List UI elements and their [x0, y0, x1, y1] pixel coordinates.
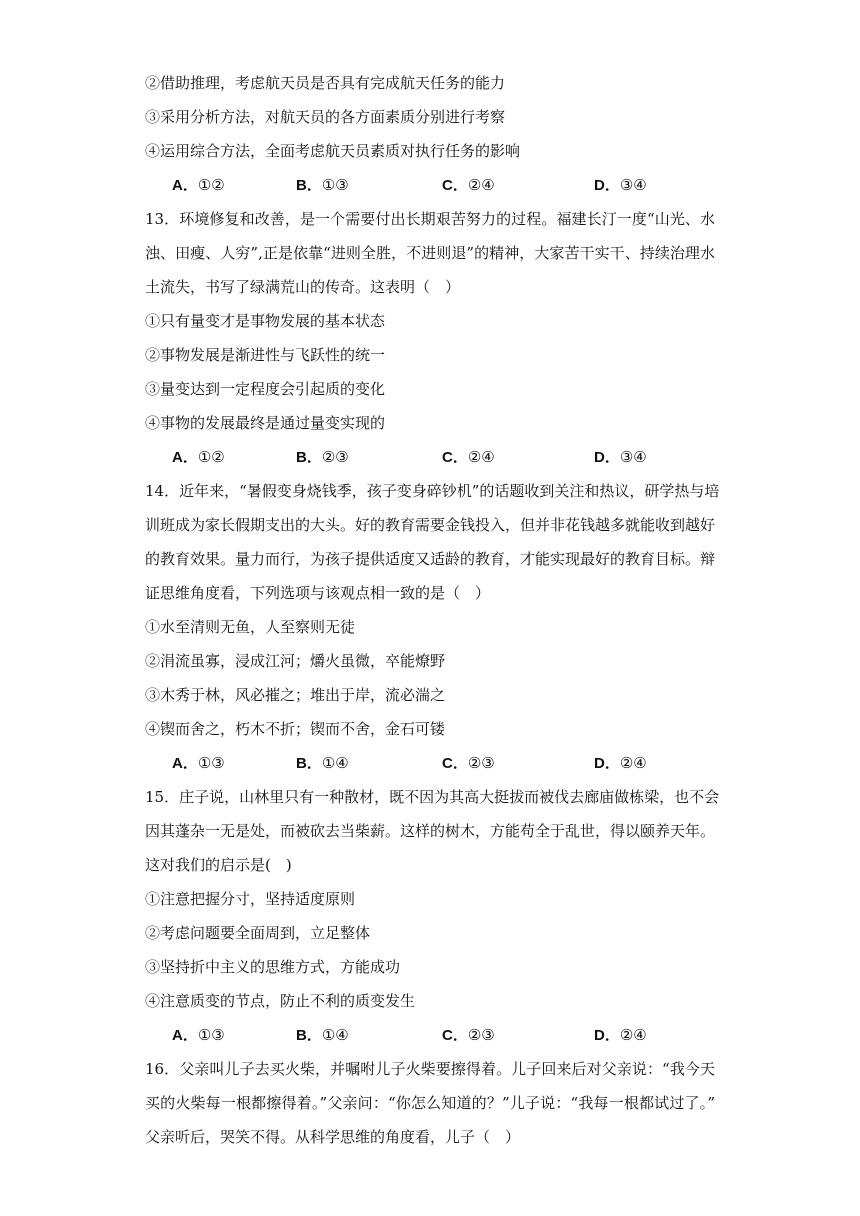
q13-option-b[interactable]: B．②③: [296, 448, 349, 466]
q15-statement-1: ①注意把握分寸，坚持适度原则: [145, 890, 356, 908]
q13-statement-3: ③量变达到一定程度会引起质的变化: [145, 380, 386, 398]
q14-statement-1: ①水至清则无鱼，人至察则无徒: [145, 618, 356, 636]
q14-option-a[interactable]: A．①③: [172, 754, 225, 772]
q12-statement-2: ②借助推理，考虑航天员是否具有完成航天任务的能力: [145, 74, 506, 92]
q14-option-c[interactable]: C．②③: [442, 754, 495, 772]
q13-statement-4: ④事物的发展最终是通过量变实现的: [145, 414, 386, 432]
q12-statement-4: ④运用综合方法，全面考虑航天员素质对执行任务的影响: [145, 142, 521, 160]
q15-stem-line: 因其蓬杂一无是处，而被砍去当柴薪。这样的树木，方能苟全于乱世，得以颐养天年。: [145, 822, 716, 840]
q13-statement-1: ①只有量变才是事物发展的基本状态: [145, 312, 386, 330]
q12-statement-3: ③采用分析方法，对航天员的各方面素质分别进行考察: [145, 108, 506, 126]
q14-stem-line: 的教育效果。量力而行，为孩子提供适度又适龄的教育，才能实现最好的教育目标。辩: [145, 550, 716, 568]
q13-option-c[interactable]: C．②④: [442, 448, 495, 466]
q14-stem-line: 14．近年来，“暑假变身烧钱季，孩子变身碎钞机”的话题收到关注和热议，研学热与培: [145, 482, 720, 500]
q16-stem-line: 16．父亲叫儿子去买火柴，并嘱咐儿子火柴要擦得着。儿子回来后对父亲说：“我今天: [145, 1060, 715, 1078]
q14-statement-2: ②涓流虽寡，浸成江河；爝火虽微，卒能燎野: [145, 652, 446, 670]
q12-option-a[interactable]: A．①②: [172, 176, 225, 194]
q12-option-d[interactable]: D．③④: [594, 176, 647, 194]
q15-statement-3: ③坚持折中主义的思维方式，方能成功: [145, 958, 401, 976]
q15-option-a[interactable]: A．①③: [172, 1026, 225, 1044]
q14-statement-4: ④锲而舍之，朽木不折；锲而不舍，金石可镂: [145, 720, 446, 738]
q15-stem-line: 15．庄子说，山林里只有一种散材，既不因为其高大挺拔而被伐去廊庙做栋梁，也不会: [145, 788, 720, 806]
q14-option-b[interactable]: B．①④: [296, 754, 349, 772]
q13-statement-2: ②事物发展是渐进性与飞跃性的统一: [145, 346, 386, 364]
q16-stem-line: 父亲听后，哭笑不得。从科学思维的角度看，儿子（ ）: [145, 1128, 521, 1146]
q15-option-b[interactable]: B．①④: [296, 1026, 349, 1044]
q13-stem-line: 浊、田瘦、人穷”,正是依靠“进则全胜，不进则退”的精神，大家苦干实干、持续治理水: [145, 244, 715, 262]
q14-stem-line: 训班成为家长假期支出的大头。好的教育需要金钱投入，但并非花钱越多就能收到越好: [145, 516, 716, 534]
q15-option-d[interactable]: D．②④: [594, 1026, 647, 1044]
q13-option-a[interactable]: A．①②: [172, 448, 225, 466]
q14-stem-line: 证思维角度看，下列选项与该观点相一致的是（ ）: [145, 584, 491, 602]
q14-option-d[interactable]: D．②④: [594, 754, 647, 772]
q12-option-c[interactable]: C．②④: [442, 176, 495, 194]
q15-option-c[interactable]: C．②③: [442, 1026, 495, 1044]
q13-stem-line: 13．环境修复和改善，是一个需要付出长期艰苦努力的过程。福建长汀一度“山光、水: [145, 210, 715, 228]
q15-statement-2: ②考虑问题要全面周到，立足整体: [145, 924, 371, 942]
q13-option-d[interactable]: D．③④: [594, 448, 647, 466]
q12-option-b[interactable]: B．①③: [296, 176, 349, 194]
q13-stem-line: 土流失，书写了绿满荒山的传奇。这表明（ ）: [145, 278, 461, 296]
q14-statement-3: ③木秀于林，风必摧之；堆出于岸，流必湍之: [145, 686, 446, 704]
q15-stem-line: 这对我们的启示是( ): [145, 856, 292, 874]
q15-statement-4: ④注意质变的节点，防止不利的质变发生: [145, 992, 416, 1010]
q16-stem-line: 买的火柴每一根都擦得着。”父亲问：“你怎么知道的？”儿子说：“我每一根都试过了。”: [145, 1094, 715, 1112]
